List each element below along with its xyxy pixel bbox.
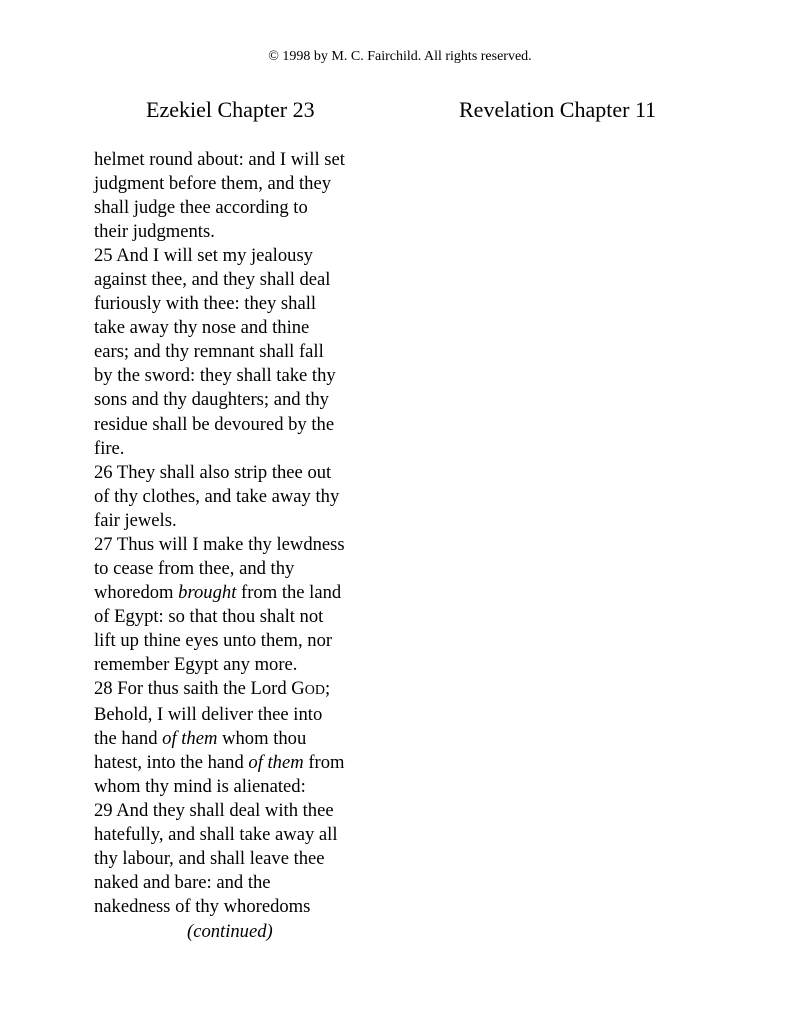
text-line: whom thy mind is alienated: <box>94 776 306 798</box>
verse-27-start: 27 Thus will I make thy lewdness <box>94 533 345 555</box>
text-line: by the sword: they shall take thy <box>94 365 336 387</box>
right-column-title: Revelation Chapter 11 <box>459 97 657 122</box>
text-line: Behold, I will deliver thee into <box>94 704 323 726</box>
text-segment: the hand <box>94 728 163 750</box>
text-line: of Egypt: so that thou shalt not <box>94 605 324 627</box>
text-segment: whom thou <box>217 728 307 750</box>
text-line: take away thy nose and thine <box>94 317 310 339</box>
text-segment: whoredom <box>94 581 179 603</box>
italic-word: brought <box>178 581 237 603</box>
text-line: sons and thy daughters; and thy <box>94 389 329 411</box>
copyright-notice: © 1998 by M. C. Fairchild. All rights reserved. <box>268 49 532 64</box>
italic-phrase: of them <box>162 728 218 750</box>
small-caps-text: OD <box>304 683 325 699</box>
text-line: fair jewels. <box>94 509 177 531</box>
text-line: remember Egypt any more. <box>94 653 298 675</box>
left-column-text <box>94 148 394 944</box>
text-line: of thy clothes, and take away thy <box>94 485 340 507</box>
text-segment: ; <box>324 678 331 700</box>
verse-25-start: 25 And I will set my jealousy <box>94 245 313 267</box>
text-line: nakedness of thy whoredoms <box>94 896 311 918</box>
text-line: judgment before them, and they <box>94 173 331 195</box>
text-line: lift up thine eyes unto them, nor <box>94 629 333 651</box>
text-line: shall judge thee according to <box>94 197 308 219</box>
text-line: their judgments. <box>94 221 215 243</box>
text-segment: 28 For thus saith the Lord G <box>94 678 305 700</box>
verse-29-start: 29 And they shall deal with thee <box>94 800 334 822</box>
text-line: to cease from thee, and thy <box>94 557 295 579</box>
text-line <box>94 727 394 751</box>
left-column-title: Ezekiel Chapter 23 <box>146 97 315 122</box>
text-line: thy labour, and shall leave thee <box>94 848 325 870</box>
text-segment: hatest, into the hand <box>94 752 249 774</box>
text-line <box>94 751 394 775</box>
text-line: hatefully, and shall take away all <box>94 824 338 846</box>
text-line: against thee, and they shall deal <box>94 269 331 291</box>
continued-note: (continued) <box>187 920 273 942</box>
italic-phrase: of them <box>248 752 304 774</box>
text-line: furiously with thee: they shall <box>94 293 317 315</box>
text-line: fire. <box>94 437 125 459</box>
text-segment: from the land <box>236 581 342 603</box>
text-line: residue shall be devoured by the <box>94 413 335 435</box>
verse-28-start <box>94 677 394 703</box>
text-line: helmet round about: and I will set <box>94 149 345 170</box>
text-line: naked and bare: and the <box>94 872 271 894</box>
text-segment: from <box>303 752 345 774</box>
text-line <box>94 581 394 605</box>
verse-26-start: 26 They shall also strip thee out <box>94 461 332 483</box>
text-line: ears; and thy remnant shall fall <box>94 341 324 363</box>
